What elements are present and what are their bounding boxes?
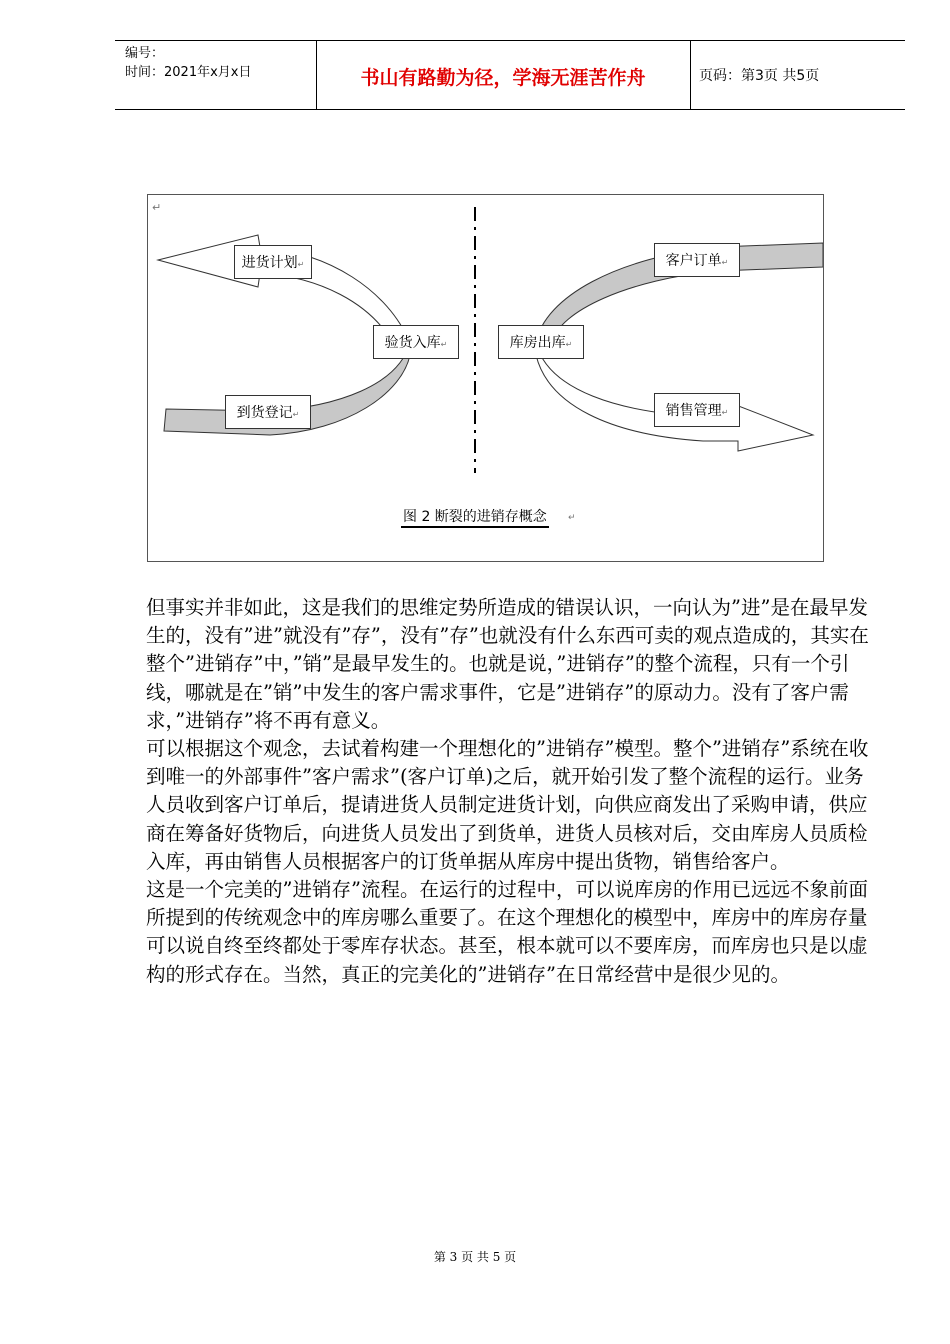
node-arrival-register: 到货登记 ↵ xyxy=(225,395,311,429)
paragraph-3: 这是一个完美的”进销存”流程。在运行的过程中，可以说库房的作用已远远不象前面所提到的传统观念中的库房哪么重要了。在这个理想化的模型中，库房中的库房存量可以说自终至终都处于零库存状态。甚至，根本就可以不要库房，而库房也只是以虚构的形式存在。当然，真正的完美化的”进销存”在日常经营中是很少见的。 xyxy=(146,878,868,986)
return-mark: ↵ xyxy=(152,201,162,214)
node-inspect-stock-in: 验货入库 ↵ xyxy=(373,325,459,359)
node-sales-management: 销售管理 ↵ xyxy=(654,393,740,427)
number-label: 编号： xyxy=(125,46,165,61)
figure-caption: 图 2 断裂的进销存概念 xyxy=(401,508,549,528)
page-header xyxy=(115,40,905,110)
node-warehouse-out: 库房出库 ↵ xyxy=(498,325,584,359)
header-divider xyxy=(690,41,691,109)
node-customer-order: 客户订单 ↵ xyxy=(654,243,740,277)
header-meta xyxy=(125,44,251,82)
header-motto: 书山有路勤为径，学海无涯苦作舟 xyxy=(360,67,646,89)
body-text xyxy=(146,594,876,989)
paragraph-1: 但事实并非如此，这是我们的思维定势所造成的错误认识，一向认为”进”是在最早发生的，没有”进”就没有”存”，没有”存”也就没有什么东西可卖的观点造成的，其实在整个”进销存”中，”销”是最早发生的。也就是说，”进销存”的整个流程，只有一个引线，哪就是在”销”中发生的客户需求事件，它是”进销存”的原动力。没有了客户需求，”进销存”将不再有意义。 xyxy=(146,596,869,732)
return-mark: ↵ xyxy=(568,513,576,523)
diagram-figure xyxy=(147,194,824,562)
header-page-label: 页码：第3页 共5页 xyxy=(699,68,820,84)
node-purchase-plan: 进货计划 ↵ xyxy=(234,245,312,279)
time-label: 时间：2021年x月x日 xyxy=(125,65,252,80)
paragraph-2: 可以根据这个观念，去试着构建一个理想化的”进销存”模型。整个”进销存”系统在收到唯一的外部事件”客户需求”(客户订单)之后，就开始引发了整个流程的运行。业务人员收到客户订单后，提请进货人员制定进货计划，向供应商发出了采购申请，供应商在筹备好货物后，向进货人员发出了到货单，进货人员核对后，交由库房人员质检入库，再由销售人员根据客户的订货单据从库房中提出货物，销售给客户。 xyxy=(146,737,869,873)
page-footer: 第 3 页 共 5 页 xyxy=(433,1250,517,1264)
